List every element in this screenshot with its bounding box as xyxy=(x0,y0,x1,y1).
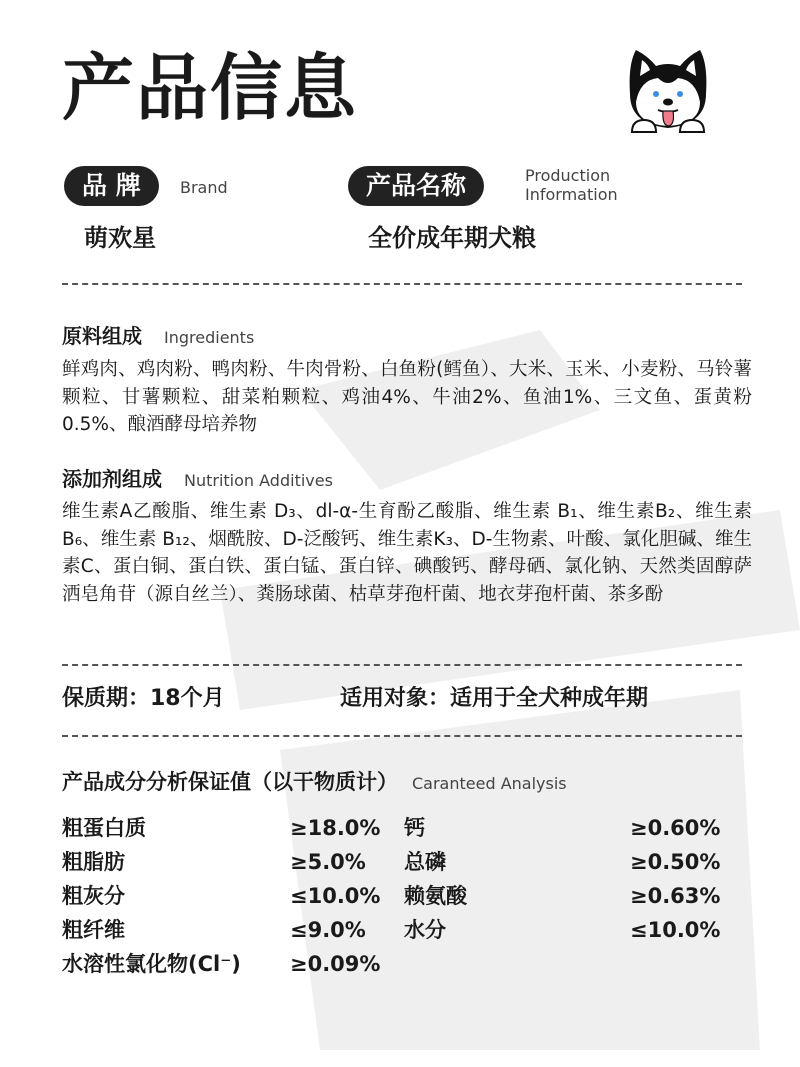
brand-label-pill: 品 牌 xyxy=(64,166,159,206)
additives-title-en: Nutrition Additives xyxy=(184,471,333,490)
analysis-left-value: ≥18.0% xyxy=(290,816,381,840)
ingredients-title-en: Ingredients xyxy=(164,328,255,347)
analysis-title: 产品成分分析保证值（以干物质计） xyxy=(62,770,398,794)
analysis-left-name: 粗脂肪 xyxy=(62,850,125,874)
husky-mascot-icon xyxy=(618,44,718,140)
shelf-life: 保质期：18个月 xyxy=(62,686,225,711)
analysis-left-value: ≤10.0% xyxy=(290,884,381,908)
analysis-right-name: 水分 xyxy=(404,918,446,942)
product-name-label-en-2: Information xyxy=(525,185,618,204)
divider xyxy=(62,735,742,737)
analysis-right-name: 赖氨酸 xyxy=(404,884,467,908)
brand-value: 萌欢星 xyxy=(84,224,156,252)
product-name-label-en-1: Production xyxy=(525,166,611,185)
page-title: 产品信息 xyxy=(62,46,359,130)
ingredients-heading xyxy=(62,320,254,349)
analysis-left-name: 粗蛋白质 xyxy=(62,816,146,840)
ingredients-title: 原料组成 xyxy=(62,324,142,348)
additives-heading xyxy=(62,463,333,492)
analysis-left-value: ≥5.0% xyxy=(290,850,366,874)
brand-label-en: Brand xyxy=(180,178,228,197)
analysis-right-value: ≥0.63% xyxy=(630,884,721,908)
additives-title: 添加剂组成 xyxy=(62,467,162,491)
analysis-left-value: ≤9.0% xyxy=(290,918,366,942)
analysis-heading xyxy=(62,766,567,796)
analysis-left-name: 水溶性氯化物(Cl⁻) xyxy=(62,952,241,976)
analysis-right-name: 总磷 xyxy=(404,850,446,874)
product-name-value: 全价成年期犬粮 xyxy=(368,224,536,252)
analysis-right-value: ≤10.0% xyxy=(630,918,721,942)
analysis-right-value: ≥0.60% xyxy=(630,816,721,840)
analysis-right-name: 钙 xyxy=(404,816,425,840)
divider xyxy=(62,283,742,285)
target-audience: 适用对象：适用于全犬种成年期 xyxy=(340,686,649,711)
analysis-right-value: ≥0.50% xyxy=(630,850,721,874)
analysis-left-name: 粗纤维 xyxy=(62,918,125,942)
additives-text: 维生素A乙酸脂、维生素 D₃、dl-α-生育酚乙酸脂、维生素 B₁、维生素B₂、维生素 B₆、维生素 B₁₂、烟酰胺、D-泛酸钙、维生素K₃、D-生物素、叶酸、氯化胆碱、维生素C、蛋白铜、蛋白铁、蛋白锰、蛋白锌、碘酸钙、酵母硒、氯化钠、天然类固醇萨洒皂角苷（源自丝兰）、粪肠球菌、枯草芽孢杆菌、地衣芽孢杆菌、茶多酚 xyxy=(62,501,752,605)
ingredients-text: 鲜鸡肉、鸡肉粉、鸭肉粉、牛肉骨粉、白鱼粉(鳕鱼）、大米、玉米、小麦粉、马铃薯颗粒、甘薯颗粒、甜菜粕颗粒、鸡油4%、牛油2%、鱼油1%、三文鱼、蛋黄粉0.5%、酿酒酵母培养物 xyxy=(62,359,752,435)
product-name-label-pill: 产品名称 xyxy=(348,166,484,206)
analysis-left-name: 粗灰分 xyxy=(62,884,125,908)
divider xyxy=(62,664,742,666)
analysis-left-value: ≥0.09% xyxy=(290,952,381,976)
analysis-title-en: Caranteed Analysis xyxy=(412,774,567,793)
